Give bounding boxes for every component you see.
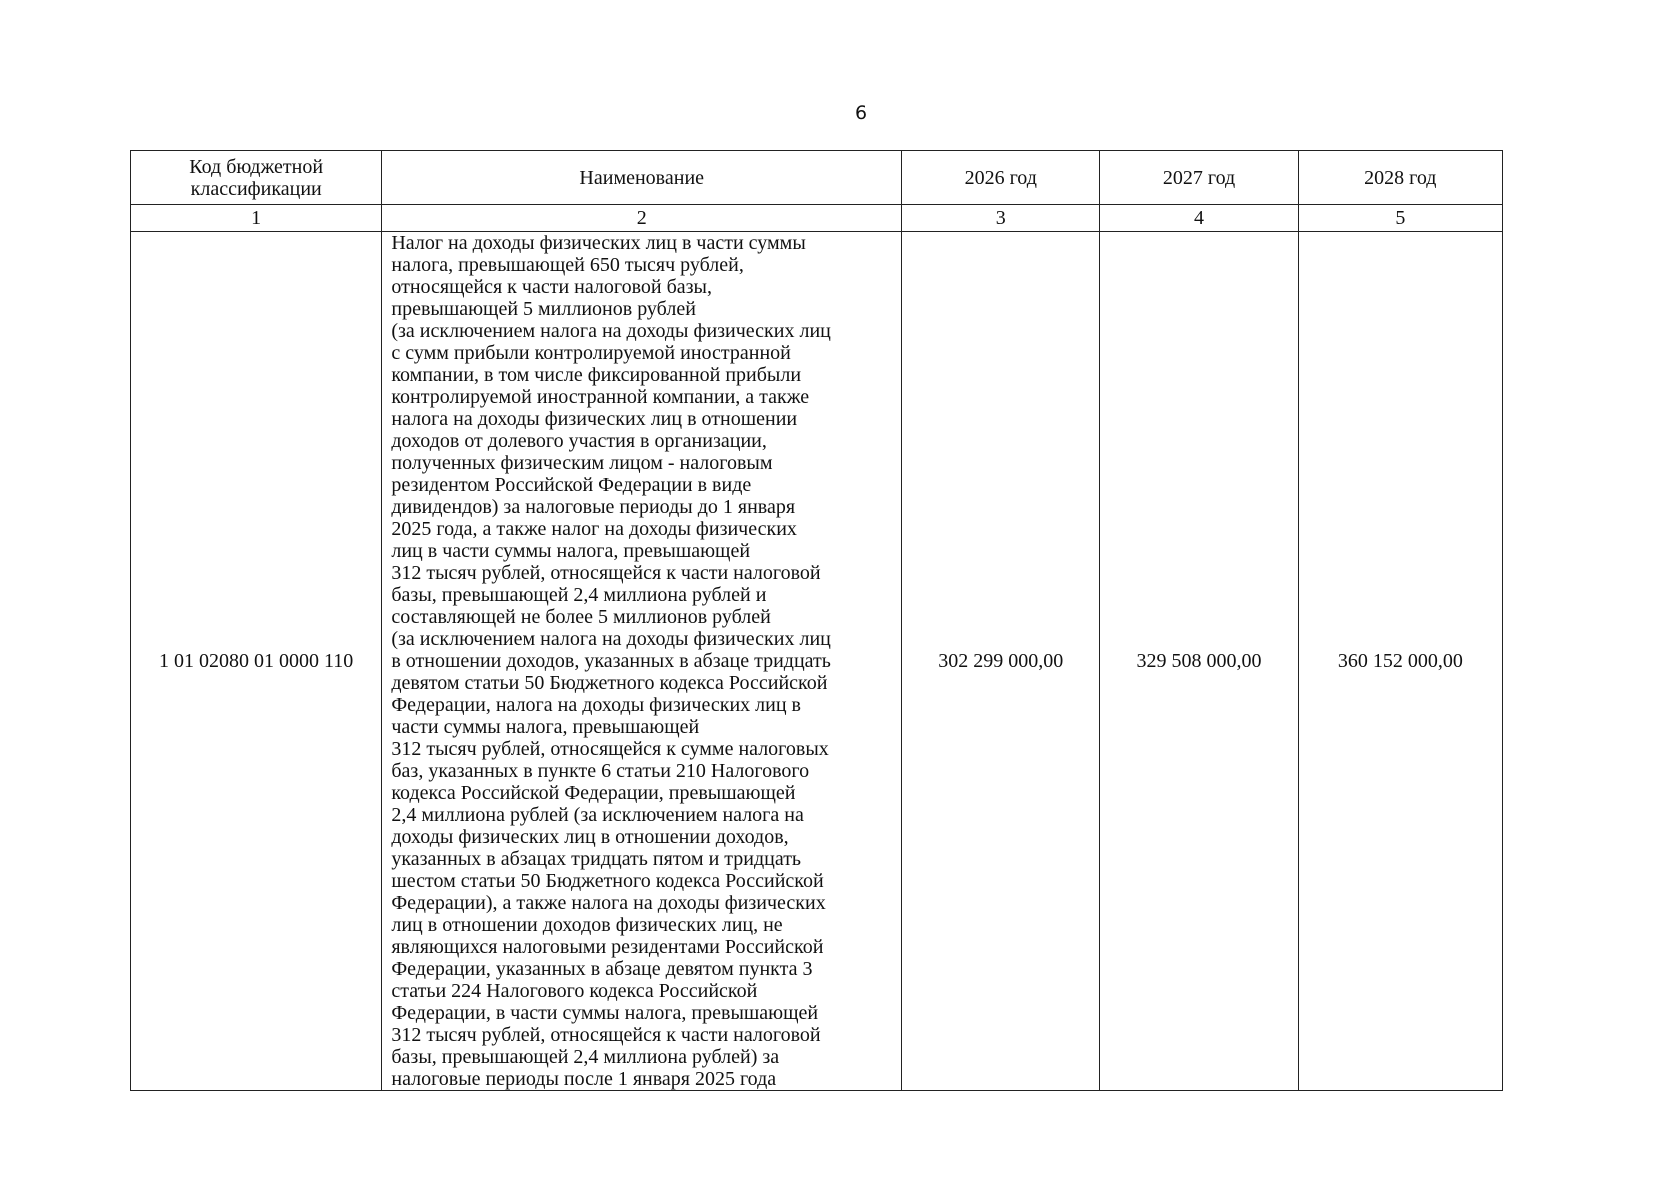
description-cell <box>382 232 902 1091</box>
description-line: базы, превышающей 2,4 миллиона рублей) за <box>391 1046 780 1068</box>
amount-2026-cell: 302 299 000,00 <box>902 232 1100 1091</box>
column-number: 2 <box>382 205 902 232</box>
description-line: (за исключением налога на доходы физических лиц <box>391 628 831 650</box>
header-2028: 2028 год <box>1298 151 1502 205</box>
description-line: составляющей не более 5 миллионов рублей <box>391 606 771 628</box>
header-2026: 2026 год <box>902 151 1100 205</box>
page-number: 6 <box>854 102 868 124</box>
table-header-row <box>131 151 1503 205</box>
description-line: доходов от долевого участия в организации, <box>391 430 767 452</box>
description-line: 312 тысяч рублей, относящейся к части налоговой <box>391 562 821 584</box>
description-line: шестом статьи 50 Бюджетного кодекса Российской <box>391 870 824 892</box>
description-line: базы, превышающей 2,4 миллиона рублей и <box>391 584 767 606</box>
column-number: 3 <box>902 205 1100 232</box>
description-line: контролируемой иностранной компании, а также <box>391 386 810 408</box>
column-number: 1 <box>131 205 382 232</box>
column-number: 4 <box>1100 205 1298 232</box>
description-line: резидентом Российской Федерации в виде <box>391 474 752 496</box>
column-number: 5 <box>1298 205 1502 232</box>
description-line: налога на доходы физических лиц в отношении <box>391 408 798 430</box>
table-row <box>131 232 1503 1091</box>
budget-code-cell: 1 01 02080 01 0000 110 <box>131 232 382 1091</box>
description-line: Федерации), а также налога на доходы физических <box>391 892 826 914</box>
description-line: полученных физическим лицом - налоговым <box>391 452 773 474</box>
description-line: относящейся к части налоговой базы, <box>391 276 712 298</box>
description-line: (за исключением налога на доходы физических лиц <box>391 320 831 342</box>
description-line: доходы физических лиц в отношении доходов, <box>391 826 789 848</box>
description-line: кодекса Российской Федерации, превышающей <box>391 782 796 804</box>
description-line: налоговые периоды после 1 января 2025 года <box>391 1068 777 1090</box>
description-line: в отношении доходов, указанных в абзаце тридцать <box>391 650 831 672</box>
description-line: баз, указанных в пункте 6 статьи 210 Налогового <box>391 760 810 782</box>
header-name: Наименование <box>382 151 902 205</box>
description-line: Налог на доходы физических лиц в части суммы <box>391 232 806 254</box>
amount-2028-cell: 360 152 000,00 <box>1298 232 1502 1091</box>
description-line: Федерации, указанных в абзаце девятом пункта 3 <box>391 958 813 980</box>
column-number-row <box>131 205 1503 232</box>
description-line: Федерации, налога на доходы физических лиц в <box>391 694 801 716</box>
description-line: части суммы налога, превышающей <box>391 716 700 738</box>
description-line: указанных в абзацах тридцать пятом и тридцать <box>391 848 802 870</box>
description-line: дивидендов) за налоговые периоды до 1 января <box>391 496 796 518</box>
description-line: 312 тысяч рублей, относящейся к сумме налоговых <box>391 738 829 760</box>
description-line: 2025 года, а также налог на доходы физических <box>391 518 797 540</box>
budget-table <box>130 150 1503 1091</box>
description-line: 2,4 миллиона рублей (за исключением налога на <box>391 804 804 826</box>
description-line: лиц в отношении доходов физических лиц, не <box>391 914 783 936</box>
description-line: превышающей 5 миллионов рублей <box>391 298 696 320</box>
header-code: Код бюджетной классификации <box>131 151 382 205</box>
header-2027: 2027 год <box>1100 151 1298 205</box>
description-line: Федерации, в части суммы налога, превышающей <box>391 1002 819 1024</box>
description-line: 312 тысяч рублей, относящейся к части налоговой <box>391 1024 821 1046</box>
description-line: налога, превышающей 650 тысяч рублей, <box>391 254 744 276</box>
description-text <box>391 232 897 1090</box>
amount-2027-cell: 329 508 000,00 <box>1100 232 1298 1091</box>
description-line: с сумм прибыли контролируемой иностранной <box>391 342 791 364</box>
description-line: девятом статьи 50 Бюджетного кодекса Российской <box>391 672 828 694</box>
description-line: лиц в части суммы налога, превышающей <box>391 540 751 562</box>
description-line: статьи 224 Налогового кодекса Российской <box>391 980 758 1002</box>
description-line: являющихся налоговыми резидентами Российской <box>391 936 824 958</box>
description-line: компании, в том числе фиксированной прибыли <box>391 364 802 386</box>
